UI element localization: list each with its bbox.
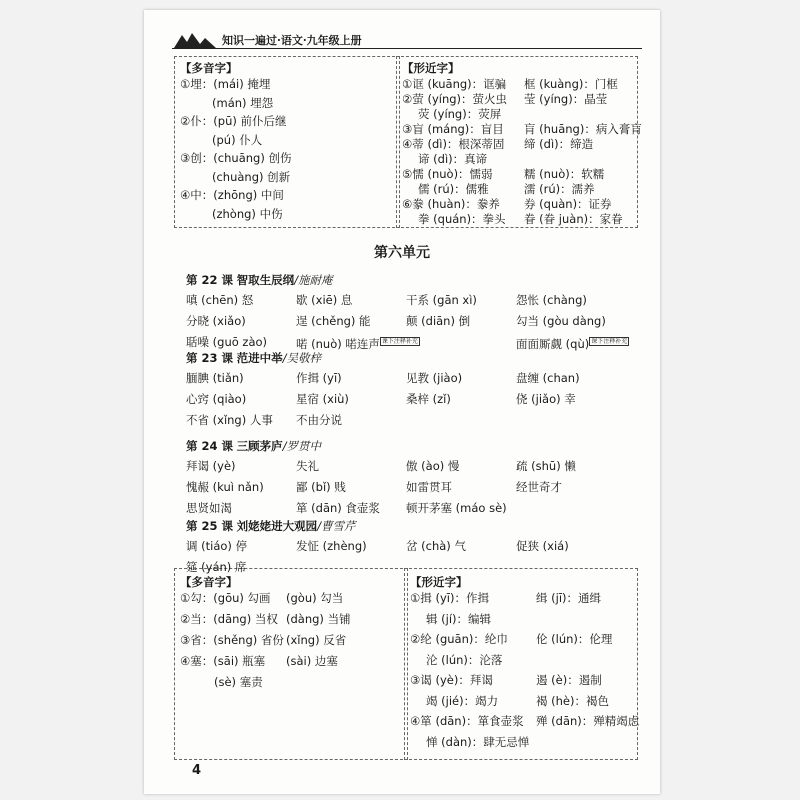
polyphone-entry: ③创：(chuāng) 创伤: [180, 151, 292, 165]
lesson-author: /曹雪芹: [317, 519, 356, 533]
similar-entry: 框 (kuàng)：门框: [524, 77, 618, 91]
vocab-item: 箪 (dān) 食壶浆: [296, 501, 380, 515]
lesson-author: /罗贯中: [282, 439, 322, 453]
polyphone-entry: (mán) 埋怨: [212, 95, 274, 110]
vocab-item: 调 (tiáo) 停: [186, 539, 248, 553]
polyphone-entry: ③省：(shěng) 省份: [180, 633, 284, 647]
vocab-item: 不由分说: [296, 413, 342, 427]
header-title: 知识一遍过·语文·九年级上册: [222, 34, 362, 47]
lesson-heading: [186, 518, 356, 534]
similar-entry: 肓 (huāng)：病入膏肓: [524, 122, 642, 136]
mountain-logo-icon: [174, 32, 216, 48]
top-polyphone-title: 【多音字】: [180, 61, 238, 75]
vocab-item: 鄙 (bǐ) 贱: [296, 480, 346, 494]
similar-entry: ①诓 (kuāng)：诓骗: [402, 77, 507, 91]
vocab-item: 如雷贯耳: [406, 480, 452, 494]
vocab-item: 愧赧 (kuì nǎn): [186, 480, 264, 494]
lesson-number: 第 24 课: [186, 439, 234, 453]
lesson-title: 三顾茅庐: [236, 439, 283, 453]
vocab-item: 发怔 (zhèng): [296, 539, 367, 553]
page-number: 4: [192, 763, 202, 778]
vocab-item: 桑梓 (zǐ): [406, 392, 451, 406]
vocab-item: 侥 (jiǎo) 幸: [516, 392, 576, 406]
vocab-item: 筵 (yán) 席: [186, 560, 247, 574]
similar-entry: 伦 (lún)：伦理: [536, 632, 613, 646]
vocab-item: 面面厮觑 (qù) $^{课下注释补充}$: [516, 336, 628, 351]
polyphone-entry: ①勾：(gōu) 勾画: [180, 591, 271, 605]
similar-entry: 缔 (dì)：缔造: [524, 137, 594, 151]
vocab-item: 傲 (ào) 慢: [406, 459, 460, 473]
polyphone-entry: (xǐng) 反省: [286, 633, 347, 647]
similar-entry: ⑤懦 (nuò)：懦弱: [402, 167, 493, 181]
similar-entry: 沦 (lún)：沦落: [426, 652, 503, 667]
similar-entry: 荧 (yíng)：荧屏: [418, 107, 502, 121]
header-rule: [172, 48, 642, 49]
vocab-item: 颠 (diān) 倒: [406, 314, 471, 328]
polyphone-entry: (pú) 仆人: [212, 132, 263, 147]
polyphone-entry: (sè) 塞责: [214, 675, 263, 689]
similar-entry: 拳 (quán)：拳头: [418, 212, 506, 226]
similar-entry: ④箪 (dān)：箪食壶浆: [410, 714, 524, 728]
similar-entry: 惮 (dàn)：肆无忌惮: [426, 734, 530, 749]
similar-entry: 殚 (dān)：殚精竭虑: [536, 714, 640, 728]
polyphone-entry: ②仆：(pū) 前仆后继: [180, 114, 287, 128]
vocab-item: 疏 (shū) 懒: [516, 459, 576, 473]
vocab-item: 嗔 (chēn) 怒: [186, 293, 254, 307]
similar-entry: ③盲 (máng)：盲目: [402, 122, 504, 136]
bottom-similar-title: 【形近字】: [410, 575, 468, 589]
lesson-title: 刘姥姥进大观园: [236, 519, 318, 533]
polyphone-entry: (dàng) 当铺: [286, 612, 351, 626]
vocab-item: 心窍 (qiào): [186, 392, 247, 406]
similar-entry: ④蒂 (dì)：根深蒂固: [402, 137, 505, 151]
vocab-item: 歇 (xiē) 息: [296, 293, 353, 307]
lesson-title: 智取生辰纲: [236, 273, 295, 287]
lesson-heading: [186, 350, 321, 366]
similar-entry: 竭 (jié)：竭力: [426, 693, 499, 708]
similar-entry: 莹 (yíng)：晶莹: [524, 92, 608, 106]
vocab-item: 顿开茅塞 (máo sè): [406, 501, 507, 515]
lesson-number: 第 22 课: [186, 273, 234, 287]
similar-entry: 眷 (眷 juàn)：家眷: [524, 212, 623, 226]
vocab-item: 逞 (chěng) 能: [296, 314, 371, 328]
similar-entry: 濡 (rú)：濡养: [524, 182, 595, 196]
vocab-item: 盘缠 (chan): [516, 371, 580, 385]
vocab-item: 见教 (jiào): [406, 371, 463, 385]
vocab-item: 作揖 (yī): [296, 371, 342, 385]
vocab-item: 岔 (chà) 气: [406, 539, 466, 553]
annotation-tag: 课下注释补充: [591, 338, 628, 345]
similar-entry: 辑 (jí)：编辑: [426, 611, 492, 626]
vocab-item: 怨怅 (chàng): [516, 293, 587, 307]
polyphone-entry: (zhòng) 中伤: [212, 206, 283, 221]
similar-entry: 券 (quàn)：证券: [524, 197, 612, 211]
vocab-item: 思贤如渴: [186, 501, 232, 515]
similar-entry: 谛 (dì)：真谛: [418, 152, 488, 166]
polyphone-entry: ②当：(dāng) 当权: [180, 612, 278, 626]
vocab-item: 聒噪 (guō zào): [186, 335, 268, 349]
vocab-item: 拜谒 (yè): [186, 459, 236, 473]
lesson-number: 第 23 课: [186, 351, 234, 365]
vocab-item: 勾当 (gòu dàng): [516, 314, 606, 328]
lesson-title: 范进中举: [236, 351, 283, 365]
polyphone-entry: (sài) 边塞: [286, 654, 338, 668]
similar-entry: 褐 (hè)：褐色: [536, 693, 609, 708]
polyphone-entry: ④塞：(sāi) 瓶塞: [180, 654, 266, 668]
lesson-heading: [186, 438, 321, 454]
similar-entry: ②萤 (yíng)：萤火虫: [402, 92, 508, 106]
polyphone-entry: (chuàng) 创新: [212, 169, 291, 184]
book-page: [144, 10, 660, 794]
top-similar-title: 【形近字】: [402, 61, 460, 75]
vocab-item: 喏 (nuò) 喏连声 $^{课下注释补充}$: [296, 336, 418, 351]
vocab-item: 失礼: [296, 459, 319, 473]
annotation-tag: 课下注释补充: [381, 338, 418, 345]
similar-entry: ⑥豢 (huàn)：豢养: [402, 197, 500, 211]
similar-entry: 儒 (rú)：儒雅: [418, 182, 489, 196]
vocab-item: 不省 (xǐng) 人事: [186, 413, 273, 427]
vocab-item: 星宿 (xiù): [296, 392, 349, 406]
similar-entry: ②纶 (guān)：纶巾: [410, 632, 508, 646]
vocab-item: 分晓 (xiǎo): [186, 314, 246, 328]
vocab-item: 干系 (gān xì): [406, 293, 477, 307]
similar-entry: 缉 (jī)：通缉: [536, 591, 602, 605]
lesson-author: /施耐庵: [294, 273, 333, 287]
lesson-heading: [186, 272, 333, 288]
lesson-number: 第 25 课: [186, 519, 234, 533]
section-title: 第六单元: [374, 245, 430, 261]
similar-entry: 糯 (nuò)：软糯: [524, 167, 605, 181]
polyphone-entry: ④中：(zhōng) 中间: [180, 188, 284, 202]
similar-entry: ③谒 (yè)：拜谒: [410, 673, 493, 687]
vocab-item: 促狭 (xiá): [516, 539, 569, 553]
similar-entry: ①揖 (yī)：作揖: [410, 591, 489, 605]
bottom-polyphone-title: 【多音字】: [180, 575, 238, 589]
vocab-item: 经世奇才: [516, 480, 562, 494]
polyphone-entry: (gòu) 勾当: [286, 591, 344, 605]
similar-entry: 遏 (è)：遏制: [536, 673, 602, 687]
polyphone-entry: ①埋：(mái) 掩埋: [180, 77, 271, 91]
vocab-item: 腼腆 (tiǎn): [186, 371, 244, 385]
lesson-author: /吴敬梓: [282, 351, 322, 365]
